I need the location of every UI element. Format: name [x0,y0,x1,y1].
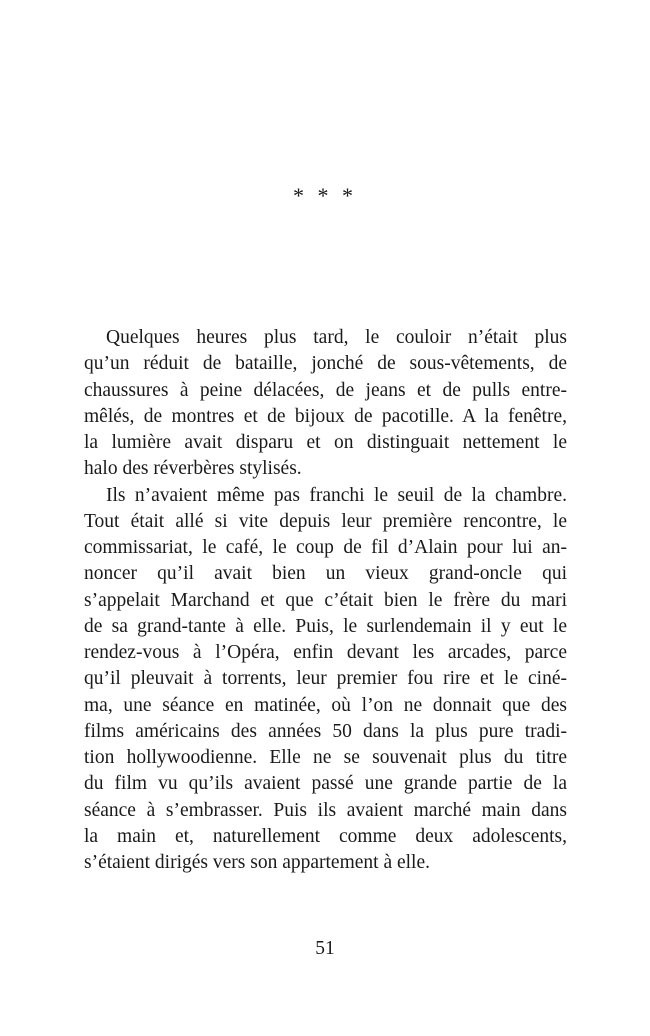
text-line: qu’il pleuvait à torrents, leur premier fou rire et le ciné- [84,668,567,690]
text-line: chaussures à peine délacées, de jeans et de pulls entre- [84,379,567,401]
text-line: la lumière avait disparu et on distinguait nettement le [84,432,567,453]
paragraph [84,325,567,483]
text-line: tion hollywoodienne. Elle ne se souvenait plus du titre [84,747,567,768]
text-line: noncer qu’il avait bien un vieux grand-oncle qui [84,563,567,585]
text-line: films américains des années 50 dans la plus pure tradi- [84,720,567,742]
text-line: Tout était allé si vite depuis leur première rencontre, le [84,510,567,532]
text-line: mêlés, de montres et de bijoux de pacotille. A la fenêtre, [84,405,567,427]
text-line: qu’un réduit de bataille, jonché de sous-vêtements, de [84,353,567,375]
body-text [84,325,567,876]
text-line: halo des réverbères stylisés. [84,458,302,480]
text-line: Ils n’avaient même pas franchi le seuil de la chambre. [106,484,567,506]
text-line: séance à s’embrasser. Puis ils avaient marché main dans [84,799,567,821]
section-separator: * * * [293,183,357,208]
text-line: Quelques heures plus tard, le couloir n’était plus [106,327,567,348]
text-line: commissariat, le café, le coup de fil d’Alain pour lui an- [84,537,567,558]
text-line: s’appelait Marchand et que c’était bien le frère du mari [84,589,567,611]
text-line: de sa grand-tante à elle. Puis, le surlendemain il y eut le [84,615,567,637]
text-line: la main et, naturellement comme deux adolescents, [84,825,567,847]
text-line: du film vu qu’ils avaient passé une grande partie de la [84,773,567,795]
text-line: s’étaient dirigés vers son appartement à elle. [84,852,430,873]
paragraph [84,483,567,877]
text-line: rendez-vous à l’Opéra, enfin devant les arcades, parce [84,642,567,663]
page-number: 51 [315,938,335,959]
text-line: ma, une séance en matinée, où l’on ne donnait que des [84,694,567,716]
